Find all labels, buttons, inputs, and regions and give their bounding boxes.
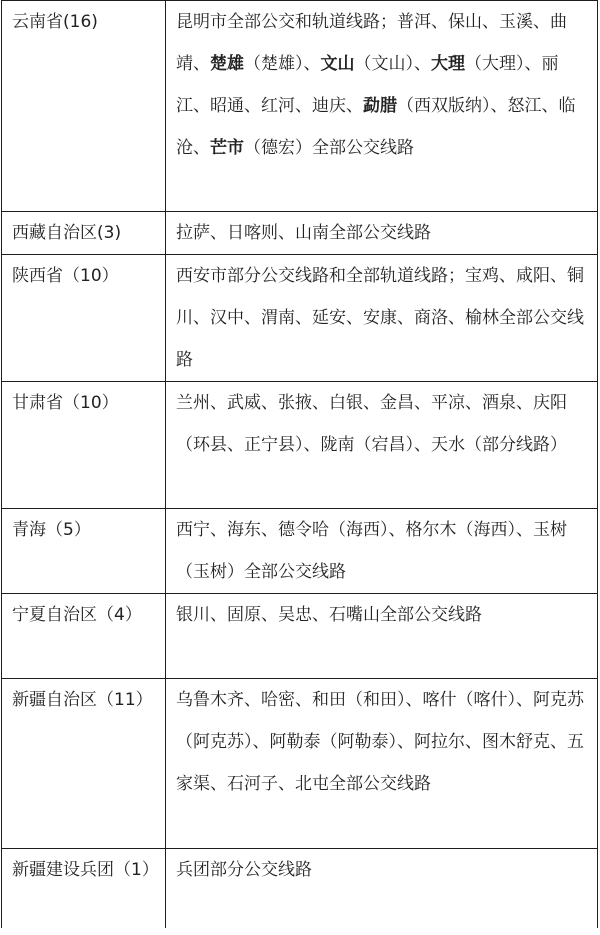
coverage-text: （文山）、 bbox=[354, 54, 431, 74]
coverage-text: 银川、固原、吴忠、石嘴山全部公交线路 bbox=[176, 605, 482, 625]
table-body bbox=[2, 1, 598, 928]
coverage-text: （楚雄）、 bbox=[244, 54, 321, 74]
province-cell: 云南省(16) bbox=[2, 1, 166, 212]
province-cell: 陕西省（10） bbox=[2, 255, 166, 382]
bold-place-name: 文山 bbox=[320, 54, 355, 74]
province-cell: 宁夏自治区（4） bbox=[2, 594, 166, 679]
bold-place-name: 楚雄 bbox=[210, 54, 244, 74]
table-row bbox=[2, 849, 598, 928]
bold-place-name: 大理 bbox=[431, 54, 465, 74]
table-row bbox=[2, 509, 598, 594]
coverage-cell bbox=[166, 509, 598, 594]
table-row bbox=[2, 382, 598, 509]
province-cell: 新疆建设兵团（1） bbox=[2, 849, 166, 928]
table-row bbox=[2, 212, 598, 255]
coverage-text: （西双版纳）、怒江、临沧、 bbox=[176, 96, 576, 158]
coverage-cell bbox=[166, 212, 598, 255]
bold-place-name: 勐腊 bbox=[363, 96, 397, 116]
coverage-text: 兵团部分公交线路 bbox=[176, 860, 312, 880]
coverage-text: （德宏）全部公交线路 bbox=[244, 138, 414, 158]
province-cell: 甘肃省（10） bbox=[2, 382, 166, 509]
coverage-text: 西宁、海东、德令哈（海西）、格尔木（海西）、玉树（玉树）全部公交线路 bbox=[176, 520, 567, 582]
coverage-text: 乌鲁木齐、哈密、和田（和田）、喀什（喀什）、阿克苏（阿克苏）、阿勒泰（阿勒泰）、阿拉尔、图木舒克、五家渠、石河子、北屯全部公交线路 bbox=[176, 690, 584, 794]
transit-coverage-table bbox=[1, 0, 598, 928]
coverage-cell bbox=[166, 382, 598, 509]
table-row bbox=[2, 255, 598, 382]
table-row bbox=[2, 679, 598, 849]
province-cell: 新疆自治区（11） bbox=[2, 679, 166, 849]
province-cell: 西藏自治区(3) bbox=[2, 212, 166, 255]
coverage-cell bbox=[166, 594, 598, 679]
table-row bbox=[2, 1, 598, 212]
coverage-cell bbox=[166, 1, 598, 212]
coverage-text: （大理）、丽江、昭通、红河、迪庆、 bbox=[176, 54, 559, 116]
coverage-cell bbox=[166, 849, 598, 928]
coverage-text: 拉萨、日喀则、山南全部公交线路 bbox=[176, 223, 431, 243]
coverage-text: 西安市部分公交线路和全部轨道线路；宝鸡、咸阳、铜川、汉中、渭南、延安、安康、商洛、榆林全部公交线路 bbox=[176, 266, 584, 370]
table-row bbox=[2, 594, 598, 679]
bold-place-name: 芒市 bbox=[210, 138, 244, 158]
coverage-text: 兰州、武威、张掖、白银、金昌、平凉、酒泉、庆阳（环县、正宁县）、陇南（宕昌）、天水（部分线路） bbox=[176, 393, 567, 455]
coverage-cell bbox=[166, 679, 598, 849]
province-cell: 青海（5） bbox=[2, 509, 166, 594]
coverage-text: 昆明市全部公交和轨道线路；普洱、保山、玉溪、曲靖、 bbox=[176, 12, 567, 74]
coverage-cell bbox=[166, 255, 598, 382]
